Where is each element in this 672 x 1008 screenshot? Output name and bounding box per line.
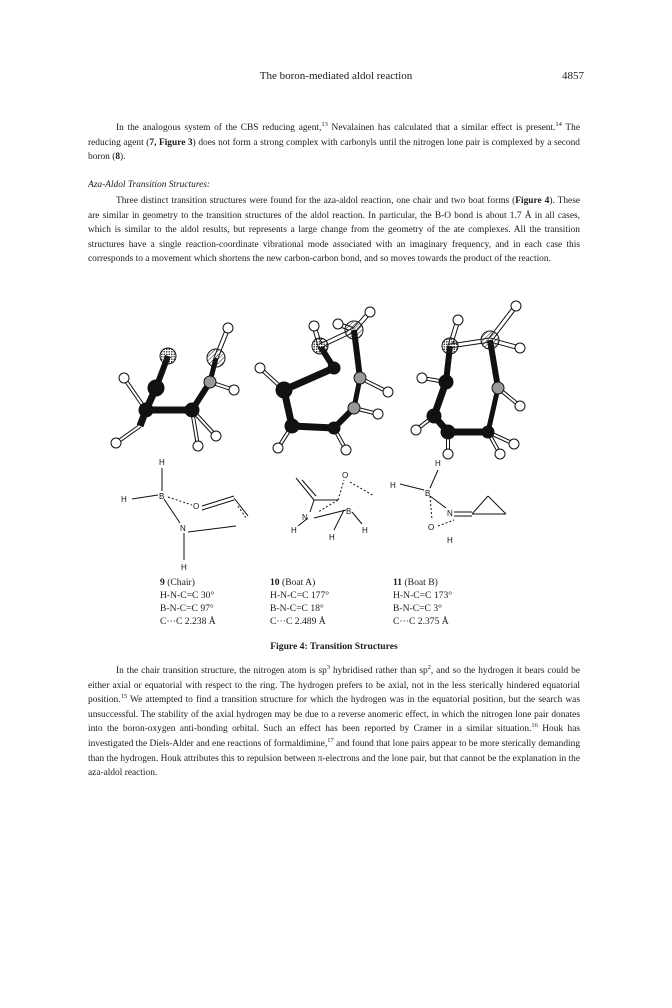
figure-reference: 7, Figure 3 bbox=[149, 137, 193, 148]
compound-reference: 8 bbox=[115, 152, 121, 163]
schematic-boat-a bbox=[291, 471, 374, 542]
atom-h: H bbox=[447, 536, 453, 545]
citation: 17 bbox=[327, 736, 334, 744]
atom-h: H bbox=[329, 533, 335, 542]
citation: 13 bbox=[321, 121, 328, 128]
figure-caption: Figure 4: Transition Structures bbox=[270, 641, 398, 652]
citation: 16 bbox=[531, 722, 538, 730]
paragraph-chair-discussion: In the chair transition structure, the nitrogen atom is $sp^3$ hybridised rather than $sp^2$, and so the hydrogen it bears could be either axial or equatorial with respect to the ring. The hydrogen prefers to be axial, not in the less sterically hindered equatorial position.$^{15}$ We attempted to find a transition structure for which the hydrogen was in the equatorial position, but the search was unsuccessful. The stability of the axial hydrogen may be due to a reverse anomeric effect, in which the nitrogen lone pair donates into the boron-oxygen anti-bonding orbital. Such an effect has been reported by Cramer in a similar situation.$^{16}$ Houk has investigated the Diels-Alder and ene reactions of formaldimine,$^{17}$ and found that lone pairs appear to be more sterically demanding than the hydrogen. Houk attributes this to repulsion between π-electrons and the lone pair, but that cannot be the explanation in the aza-aldol reaction. bbox=[88, 664, 581, 779]
model-boat-a-3d bbox=[255, 307, 393, 455]
structure-11-data: 11 (Boat B) H-N-C=C 173° B-N-C=C 3° C···C 2.375 Å bbox=[393, 577, 453, 627]
atom-b: B bbox=[159, 492, 165, 501]
citation: 14 bbox=[555, 121, 562, 128]
atom-o: O bbox=[428, 523, 435, 532]
section-heading: Aza-Aldol Transition Structures: bbox=[88, 180, 211, 190]
schematic-chair bbox=[121, 458, 248, 572]
atom-h: H bbox=[435, 459, 441, 468]
atom-b: B bbox=[346, 507, 352, 516]
running-title: The boron-mediated aldol reaction bbox=[259, 70, 413, 82]
atom-n: N bbox=[447, 509, 453, 518]
atom-h: H bbox=[362, 526, 368, 535]
atom-o: O bbox=[193, 502, 200, 511]
schematic-boat-b bbox=[390, 459, 506, 545]
page-number: 4857 bbox=[562, 70, 584, 82]
paragraph-cbs: In the analogous system of the CBS reducing agent,$^{13}$ Nevalainen has calculated that a similar effect is present.$^{14}$ The reducing agent (7, Figure 3) does not form a strong complex with carbonyls until the nitrogen lone pair is complexed by a second boron (8). bbox=[88, 121, 581, 163]
atom-n: N bbox=[180, 524, 186, 533]
citation: 15 bbox=[120, 693, 128, 701]
atom-h: H bbox=[390, 481, 396, 490]
atom-n: N bbox=[302, 513, 308, 522]
atom-h: H bbox=[181, 563, 187, 572]
figure-4 bbox=[88, 298, 580, 668]
atom-b: B bbox=[425, 489, 431, 498]
running-header bbox=[88, 70, 584, 84]
figure-reference: Figure 4 bbox=[515, 196, 550, 206]
atom-o: O bbox=[342, 471, 349, 480]
atom-h: H bbox=[121, 495, 127, 504]
atom-h: H bbox=[291, 526, 297, 535]
paragraph-transition-structures: Three distinct transition structures were found for the aza-aldol reaction, one chair and two boat forms (Figure 4). These are similar in geometry to the transition structures of the aldol reaction. In particular, the B-O bond is about 1.7 Å in all cases, which is similar to the aldol results, but represents a large change from the geometry of the ate complexes. All the transition structures have a single reaction-coordinate vibrational mode associated with an imaginary frequency, and in each case this corresponds to a movement which shortens the new carbon-carbon bond, and so moves towards the product of the reaction. bbox=[88, 196, 580, 265]
atom-h: H bbox=[159, 458, 165, 467]
structure-9-data: 9 (Chair) H-N-C=C 30° B-N-C=C 97° C···C 2.238 Å bbox=[160, 577, 216, 627]
model-chair-3d bbox=[111, 323, 239, 451]
model-boat-b-3d bbox=[411, 301, 525, 459]
structure-10-data: 10 (Boat A) H-N-C=C 177° B-N-C=C 18° C···C 2.489 Å bbox=[270, 577, 330, 627]
